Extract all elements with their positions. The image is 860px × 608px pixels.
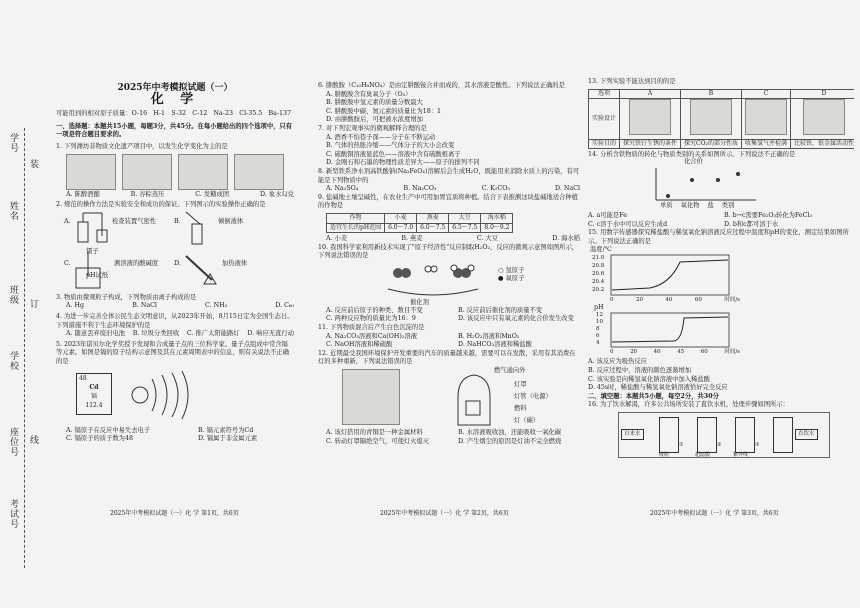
bind-mark-3: 线 — [30, 436, 40, 446]
name-label: 姓名 — [10, 202, 20, 222]
table-header: C — [741, 89, 790, 99]
option: C. 硫酸铜溶液显蓝色——溶液中含有硫酸根离子 — [326, 150, 461, 158]
option: B. 水溶液吸收浊，还能吸收一氧化碳 — [458, 429, 562, 437]
q2-label-c: 测溶液的酸碱度 — [114, 259, 159, 267]
q2-figures — [56, 210, 294, 294]
option: A. 小麦 — [326, 235, 348, 243]
option: C. 肼酸胺中碳、氮元素的质量比为18：1 — [326, 107, 442, 115]
apparatus-image — [690, 99, 732, 135]
page-1-footer: 2025年中考模拟试题（一）化 学 第1页，共6页 — [110, 510, 239, 517]
step-label: ② — [717, 441, 722, 448]
option: B. H₂O₂溶液和MnO₂ — [458, 332, 520, 340]
tick: 40 — [653, 349, 661, 356]
q2-apparatus-d — [182, 250, 218, 290]
option: A. Na₂SO₄ — [326, 185, 359, 193]
table-row — [589, 89, 855, 99]
axis-tick: 盐 — [707, 201, 714, 209]
diagram-label: 燃气通向外 — [494, 367, 526, 375]
apparatus-image — [803, 99, 845, 135]
output-box: 直饮水 — [795, 429, 818, 440]
option: C. 推广太阳能路灯 — [186, 330, 240, 338]
axis-y-label: 化合价 — [684, 157, 703, 165]
q1-text: 1. 下列潍坊非物质文化遗产项目中，以发生化学变化为主的是 — [56, 142, 228, 150]
element-name: 镉 — [90, 392, 97, 400]
q7-text: 7. 对下列宏观事实的微观解释合理的是 — [318, 124, 427, 132]
q10-figure — [318, 261, 580, 307]
experiment-b-image — [681, 99, 742, 140]
q15-graphs — [588, 246, 854, 358]
axis-tick: 氧化物 — [680, 201, 700, 209]
experiment-c-image — [741, 99, 790, 140]
option: B. 反应前后催化剂的质量不变 — [458, 306, 543, 314]
option: D. 海水稻 — [552, 235, 580, 243]
table-cell: 实验目的 — [589, 139, 620, 149]
bind-mark-1: 装 — [30, 160, 40, 170]
q6-text: 6. 肼酸胺（C₁₀H₈NO₄）是由定肼酸铵合并而成的，其水溶液是酸性。下列说法正确的是 — [318, 82, 565, 89]
table-cell: 探究CO₂的部分性质 — [681, 139, 742, 149]
option: D. b和c都可溶于水 — [724, 220, 779, 228]
table-cell: 8.0～9.2 — [481, 223, 513, 233]
graph2-xticks — [610, 348, 740, 357]
q14-text: 14. 分析含铁物质的转化与物质类别的关系如图所示。下列说法不正确的是 — [588, 151, 796, 159]
axis-x-labels — [660, 202, 734, 211]
q10-text: 10. 我国科学家利用新技术实现了"原子经济性"反应制取H₂O₂，反应的微观示意图如图所示，下列说法错误的是 — [318, 243, 579, 260]
q2-option-c: C. — [64, 259, 71, 267]
tick: 4 — [596, 340, 600, 347]
q3-text: 3. 物质由微观粒子构成，下列物质由离子构成的是 — [56, 293, 197, 301]
option: D. C₆₀ — [275, 302, 294, 310]
table-header: D — [790, 89, 854, 99]
legend-hydrogen: ○ 氢原子 — [498, 266, 525, 274]
tweezers-label: 镊子 — [86, 247, 99, 255]
q5-text: 5. 2023年诺贝尔化学奖授予发现和合成量子点的三位科学家。量子点组成中常含镉等元素。如图是镉的原子结构示意图及其在元素周期表中的信息，则有关说法不正确的是 — [56, 340, 289, 365]
diagram-legend — [498, 267, 524, 284]
option: B. Na₂CO₃ — [403, 185, 437, 193]
school-label: 学校 — [10, 352, 20, 372]
apparatus-image — [629, 99, 671, 135]
process-unit — [697, 417, 717, 453]
q11-options-row1 — [318, 333, 580, 342]
option: A. 该反应为吸热反应 — [588, 358, 647, 366]
tick: 20.6 — [592, 271, 605, 278]
table-cell: 探究铁钉生锈的条件 — [620, 139, 681, 149]
option: A. Na₂CO₃溶液和Ca(OH)₂溶液 — [326, 332, 417, 340]
tick: 12 — [596, 312, 603, 319]
process-unit — [735, 417, 755, 453]
option: D. 45s时，稀盐酸与稀氢氧化钠溶液恰好完全反应 — [588, 384, 728, 392]
option: A. 反应前后原子的种类、数目不变 — [326, 306, 423, 314]
q12-figure — [318, 367, 580, 429]
q2-label-a: 检查装置气密性 — [112, 217, 157, 225]
option: B. 肼酸胺中氢元素的质量分数最大 — [326, 99, 423, 107]
option: B. 反应过程中，溶液的颜色逐渐增加 — [588, 366, 692, 374]
option: C. 镉原子的质子数为48 — [66, 435, 133, 443]
legend-label: 氧原子 — [505, 275, 525, 283]
q10-options-row2 — [318, 315, 580, 324]
option: A. 酒香不怕巷子深——分子在不断运动 — [326, 133, 436, 141]
q2-option-d: D. — [174, 259, 181, 267]
option: D. 象水勾兑 — [259, 190, 294, 198]
table-cell: 适宜生长的pH范围 — [327, 223, 385, 233]
axis-tick: 类别 — [721, 201, 735, 209]
step-name: 紫外线 — [733, 451, 749, 458]
section-2-heading: 二、填空题：本题共5小题，每空2分，共30分 — [588, 392, 719, 400]
option: C. c溶于水中可以反应生成d — [588, 220, 668, 228]
option: C. NaOH溶液和稀硫酸 — [326, 341, 393, 349]
process-unit — [659, 417, 679, 453]
q12-options-row1 — [318, 429, 580, 438]
step-label: ① — [679, 441, 684, 448]
axis-tick: 单质 — [660, 201, 673, 209]
page-2-footer: 2025年中考模拟试题（一）化 学 第2页，共6页 — [380, 510, 509, 517]
tick: 0 — [610, 297, 614, 304]
q1-options — [56, 191, 294, 200]
q13-text: 13. 下列实验不能达到目的的是 — [588, 78, 676, 85]
q1-image-b — [122, 154, 172, 190]
tick: 20 — [635, 297, 643, 304]
option: C. 两种反应物的质量比为16：9 — [326, 315, 416, 323]
graph1-xticks — [610, 296, 740, 305]
bronze-lamp-photo — [342, 369, 400, 425]
q8-options — [318, 185, 580, 194]
tick: 8 — [596, 326, 600, 333]
binding-line — [24, 128, 26, 568]
source-box: 自来水 — [621, 429, 644, 440]
q2-option-b: B. — [174, 217, 181, 225]
table-header: B — [681, 89, 742, 99]
option: A. 肼酸胺含有臭氧分子（O₃） — [326, 90, 412, 98]
option: D. NaHCO₃溶液和稀盐酸 — [458, 341, 532, 349]
diagram-label: 灯管（电源） — [514, 393, 552, 401]
option: B. NaCl — [132, 302, 157, 310]
q2-label-b: 倾倒液体 — [218, 217, 244, 225]
axis-label: 时间/s — [724, 349, 740, 356]
atomic-structure-diagram — [126, 369, 196, 421]
section-1-heading: 一、选择题：本题共15小题，每题3分，共45分。在每小题给出的四个选项中，只有一项是符合题目要求的。 — [56, 122, 293, 139]
option: A. 随意丢弃废旧电池 — [66, 330, 125, 338]
table-row — [589, 139, 855, 149]
atomic-masses: 可能用到的相对原子质量：O-16 H-1 S-32 C-12 Na-23 Cl-35.5 Ba-137 — [56, 110, 292, 118]
element-cell — [76, 373, 112, 415]
option: B. 谷粽蒸压 — [130, 190, 165, 198]
q2-label-d: 加热液体 — [222, 259, 248, 267]
binding-margin — [0, 0, 52, 608]
q11-text: 11. 下列物质混合后产生白色沉淀的是 — [318, 324, 425, 332]
q16-process-figure — [618, 412, 830, 458]
seat-label: 座位号 — [10, 428, 20, 458]
table-cell: 实验设计 — [589, 99, 620, 140]
q9-options — [318, 235, 580, 244]
diagram-label: 灯（碳） — [514, 417, 540, 425]
option: B. 垃圾分类回收 — [132, 330, 180, 338]
table-row — [327, 213, 513, 223]
q16-text: 16. 为了饮水解渴，许多公共场所安装了直饮水机，处理步骤如图所示： — [588, 401, 789, 409]
subject-title: 化 学 — [150, 91, 200, 107]
q1-image-c — [178, 154, 228, 190]
ph-paper-label: pH试纸 — [86, 271, 109, 279]
bind-mark-2: 订 — [30, 300, 40, 310]
option: C. 该实验是向稀氢氧化钠溶液中加入稀盐酸 — [588, 375, 710, 383]
q11-options-row2 — [318, 341, 580, 350]
legend-oxygen: ● 氧原子 — [498, 275, 525, 283]
table-row — [589, 99, 855, 140]
q14-options-row2 — [588, 221, 854, 230]
table-header: 作物 — [327, 213, 385, 223]
option: C. 转动灯罩隔绝空气，可使灯火熄灭 — [326, 437, 430, 445]
tick: 21.0 — [592, 255, 605, 262]
q5-options-row1 — [56, 427, 294, 436]
tick: 60 — [700, 349, 708, 356]
graph2-yticks — [596, 312, 603, 347]
option: D. 金刚石和石墨的物理性质差异大——原子的排列不同 — [326, 159, 480, 167]
tick: 20 — [630, 349, 638, 356]
legend-label: 氢原子 — [505, 266, 525, 274]
option: A. 该灯搭用的青铜是一种金属材料 — [326, 429, 423, 437]
table-cell: 6.0～7.0 — [385, 223, 417, 233]
option: C. K₂CO₃ — [481, 185, 510, 193]
graph2-ylabel: pH — [594, 304, 604, 312]
q14-figure — [588, 157, 854, 212]
element-symbol: Cd — [89, 383, 99, 391]
exam-no-label: 考试号 — [10, 500, 20, 530]
option: B. b→c需要Fe₂O₃转化为FeCl₃ — [724, 211, 813, 219]
option: D. 响应无直行动 — [247, 330, 294, 338]
q4-text: 4. 为进一步完善全体公民生态文明意识，从2023年开始，8月15日定为全国生态日。下列措施不利于生态环境保护的是 — [56, 312, 294, 329]
q5-options-row2 — [56, 435, 294, 444]
table-row — [327, 223, 513, 233]
q9-table — [326, 213, 513, 233]
option: D. 产生烟尘的原因是灯油不完全燃烧 — [458, 437, 562, 445]
table-header: 海水稻 — [481, 213, 513, 223]
q13-table — [588, 89, 854, 150]
option: A. a可能是Fe — [588, 211, 627, 219]
atomic-number: 48 — [79, 374, 87, 382]
option: A. 镉原子在反应中易失去电子 — [66, 426, 151, 434]
catalyst-label: 催化剂 — [410, 298, 429, 306]
valence-chart — [648, 166, 758, 206]
ph-graph — [610, 312, 730, 348]
q1-image-a — [66, 154, 116, 190]
table-cell: 收集氢气并检满 — [741, 139, 790, 149]
q1-figures — [66, 154, 294, 190]
diagram-label: 燃料 — [514, 405, 527, 413]
q2-text: 2. 规范的操作方法是实验安全和成功的保证。下列图示的实验操作正确的是 — [56, 201, 266, 209]
tick: 20.8 — [592, 263, 605, 270]
q2-apparatus-b — [184, 210, 212, 246]
q14-options-row1 — [588, 212, 854, 221]
temperature-graph — [610, 254, 730, 296]
atomic-mass: 112.4 — [85, 401, 103, 409]
graph1-ylabel: 温度/℃ — [590, 246, 612, 254]
q4-options — [56, 330, 294, 339]
tick: 10 — [596, 319, 603, 326]
q12-options-row2 — [318, 438, 580, 447]
table-cell: 比较铁、银金属活动性 — [790, 139, 854, 149]
table-header: 小麦 — [385, 213, 417, 223]
class-label: 班级 — [10, 286, 20, 306]
exam-title: 2025年中考模拟试题（一） — [117, 83, 233, 93]
step-name: 吸附 — [659, 451, 670, 458]
q3-options — [56, 302, 294, 311]
graph1-yticks — [592, 254, 604, 294]
tick: 40 — [665, 297, 673, 304]
q1-image-d — [234, 154, 284, 190]
reaction-diagram — [378, 261, 488, 307]
lamp-diagram — [438, 367, 508, 427]
option: B. 气体的热胀冷缩——气体分子的大小会改变 — [326, 142, 455, 150]
option: D. 由肼酸胺后，可把被水浓度增加 — [326, 116, 423, 124]
option: C. 大豆 — [476, 235, 499, 243]
option: D. 该反应中只有氧元素的化合价发生改变 — [458, 315, 574, 323]
option: B. 燕麦 — [401, 235, 423, 243]
tick: 6 — [596, 333, 600, 340]
q9-text: 9. 盐碱地土壤呈碱性，在农业生产中可用加胃宜质将种植。结合下表推测这块盐碱地适合种植的作物是 — [318, 193, 578, 210]
diagram-label: 灯罩 — [514, 381, 527, 389]
table-header: A — [620, 89, 681, 99]
option: B. 镉元素符号为Cd — [198, 426, 254, 434]
option: A. Hg — [66, 302, 85, 310]
step-label: ③ — [755, 441, 760, 448]
experiment-d-image — [790, 99, 854, 140]
apparatus-image — [745, 99, 787, 135]
process-unit — [773, 417, 793, 453]
table-cell: 6.5～7.5 — [449, 223, 481, 233]
experiment-a-image — [620, 99, 681, 140]
option: C. NH₃ — [205, 302, 228, 310]
tick: 60 — [694, 297, 702, 304]
option: D. 镉属于非金属元素 — [198, 435, 258, 443]
option: D. NaCl — [555, 185, 580, 193]
tick: 20.4 — [592, 279, 605, 286]
option: A. 陈醉酒酿 — [66, 190, 100, 198]
tick: 0 — [610, 349, 614, 356]
q12-text: 12. 近期最受我国环境保护开发重要的汽车的质量越来越，需要可以在发散，采用有其消费在灯的多种重新，下列说法错误的是 — [318, 349, 576, 366]
table-header: 选项 — [589, 89, 620, 99]
tick: 45 — [677, 349, 685, 356]
page-3-footer: 2025年中考模拟试题（一）化 学 第3页，共6页 — [650, 510, 779, 517]
q2-option-a: A. — [64, 217, 71, 225]
student-id-label: 学号 — [10, 134, 20, 154]
tick: 20.2 — [592, 287, 605, 294]
q15-text: 15. 用数字传感器探究稀盐酸与稀氢氧化钠溶液反应过程中温度和pH的变化，测定结果如图所示。下列说法正确的是 — [588, 229, 849, 245]
table-header: 大豆 — [449, 213, 481, 223]
q2-apparatus-a — [72, 210, 108, 246]
q5-figure — [56, 367, 294, 427]
option: C. 发糖成团 — [195, 190, 230, 198]
table-cell: 6.0～7.5 — [417, 223, 449, 233]
axis-label: 时间/s — [724, 297, 740, 304]
q8-text: 8. 新型铁系净水剂高铁酸钠(Na₂FeO₄)溶解后会生成H₂O，既能用来消除水质上的污染，有可能是下列物质中的 — [318, 167, 580, 184]
step-name: 超滤膜 — [695, 451, 711, 458]
table-header: 燕麦 — [417, 213, 449, 223]
